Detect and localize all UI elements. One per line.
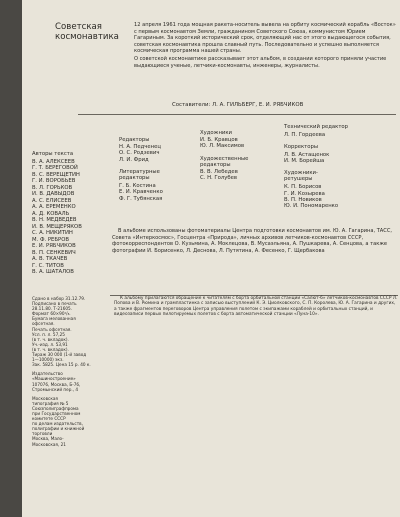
imprint-line: Московская, 21 xyxy=(32,441,66,447)
imprint-line: Формат 60×90¹/₈. xyxy=(32,311,71,317)
imprint-line: Стромынский пер., 4 xyxy=(32,386,79,392)
art-editor-name: С. Н. Голубев xyxy=(200,175,238,182)
retoucher-name: В. П. Новиков xyxy=(284,196,322,203)
intro-paragraph: 12 апреля 1961 года мощная ракета-носитель вывела на орбиту космический корабль «Восток» с первым космонавтом Земли, гражданином Советского Союза, коммунистом Юрием Гагариным. За короткий исторический срок, отделяющий нас от этого выдающегося события, советская космонавтика прошла славный путь. Последовательно и успешно выполняется космическая программа нашей страны. xyxy=(134,22,396,55)
imprint-line: офсетная. xyxy=(32,321,55,327)
imprint-line: «Машиностроение» xyxy=(32,376,76,382)
imprint-line: Бумага мелованная xyxy=(32,316,76,322)
author-name: Е. И. РЯБЧИКОВ xyxy=(32,243,76,249)
imprint xyxy=(32,296,98,451)
technical-column xyxy=(284,124,356,209)
print-details xyxy=(32,296,98,367)
title-line: космонавтика xyxy=(55,32,119,42)
imprint-line: 1—10000) экз. xyxy=(32,357,64,363)
author-name: Г. И. ВОРОБЬЕВ xyxy=(32,178,76,184)
author-name: Г. Т. БЕРЕГОВОЙ xyxy=(32,165,78,171)
lit-editor-name: Ф. Г. Тубянская xyxy=(119,195,163,202)
art-editors-heading: Художественные редакторы xyxy=(200,155,249,168)
imprint-line: по делам издательств, xyxy=(32,421,83,427)
imprint-line: Уч.-изд. л. 53,91 xyxy=(32,341,68,347)
album-title xyxy=(55,22,119,42)
artist-name: Ю. Л. Максимов xyxy=(200,143,245,150)
supplement-note-text: К альбому прилагаются обращение к читателям с борта орбитальной станции «Салют-6» летчиков-космонавтов СССР Л. Попова и В. Рюмина и грампластинка с записью выступлений К. Э. Циолковского, С. П. Королева, Ю. А. Гагарина и других, а также фрагментов переговоров Центра управления полетом с экипажами кораблей и орбитальных станций, и видеозаписи первых пилотируемых полетов с борта автоматической станции «Луна-10». xyxy=(114,296,398,318)
imprint-line: Зак. 5825. Цена 15 р. 40 к. xyxy=(32,362,91,368)
author-name: В. С. ВЕРЕЩЕТИН xyxy=(32,171,80,178)
imprint-line: Союзполиграфпрома xyxy=(32,405,79,411)
author-name: В. А. АЛЕКСЕЕВ xyxy=(32,158,75,165)
editors-heading: Редакторы xyxy=(119,137,150,143)
artists-column xyxy=(200,130,278,181)
retoucher-name: Ю. И. Пономаренко xyxy=(284,203,339,210)
author-name: С. А. НИКИТИН xyxy=(32,230,73,236)
editor-name: Н. А. Педченец xyxy=(119,144,161,151)
imprint-line: типография № 5 xyxy=(32,400,69,406)
supplement-note xyxy=(114,296,398,318)
imprint-line: (в т. ч. вкладок). xyxy=(32,346,69,352)
author-name: В. А. ШАТАЛОВ xyxy=(32,269,74,275)
imprint-line: комитете СССР xyxy=(32,416,66,422)
author-name: Г. С. ТИТОВ xyxy=(32,262,64,269)
corrector-name: Л. В. Астащенок xyxy=(284,151,330,158)
author-name: И. В. ДАВЫДОВ xyxy=(32,191,75,197)
imprint-line: Тираж 30 000 (1-й завод xyxy=(32,352,87,358)
imprint-line: торговли xyxy=(32,431,53,437)
author-name: А. А. ЕРЕМЕНКО xyxy=(32,204,76,210)
printer-details xyxy=(32,396,98,447)
intro-text xyxy=(134,22,396,70)
imprint-line: Московская xyxy=(32,395,58,401)
art-editor-name: В. В. Лебедев xyxy=(200,169,238,176)
tech-editor-heading: Технический редактор xyxy=(284,124,349,130)
imprint-line: Подписано в печать xyxy=(32,301,77,307)
editors-column xyxy=(119,137,179,202)
photo-credits xyxy=(112,228,394,254)
publisher-details xyxy=(32,371,98,391)
lit-editors-heading: Литературные редакторы xyxy=(119,168,160,182)
authors-heading: Авторы текста xyxy=(32,151,74,157)
author-name: В. Н. МЕДВЕДЕВ xyxy=(32,217,77,223)
retoucher-name: К. П. Борисов xyxy=(284,184,322,191)
compilers-line: Составители: Л. А. ГИЛЬБЕРГ, Е. И. РЯБЧИКОВ xyxy=(172,102,304,108)
title-line: Советская xyxy=(55,22,102,32)
author-name: В. Л. ГОРЬКОВ xyxy=(32,184,73,191)
retoucher-name: Г. И. Козырева xyxy=(284,190,325,197)
imprint-line: 28.11.80. Т-21605. xyxy=(32,306,73,312)
correctors-heading: Корректоры xyxy=(284,144,319,151)
page xyxy=(22,0,400,517)
artist-name: И. Б. Кравцов xyxy=(200,137,238,144)
artists-heading: Художники xyxy=(200,130,232,136)
imprint-line: (в т. ч. вкладок). xyxy=(32,336,69,342)
imprint-line: 107076, Москва, Б-76, xyxy=(32,381,81,387)
imprint-line: Издательство xyxy=(32,371,63,377)
imprint-line: Сдано в набор 31.12.79. xyxy=(32,296,86,301)
lit-editor-name: Е. И. Кравченко xyxy=(119,189,163,196)
imprint-line: полиграфии и книжной xyxy=(32,426,85,432)
author-name: В. П. СЕНКЕВИЧ xyxy=(32,249,76,256)
tech-editor-name: Л. П. Гордеева xyxy=(284,132,326,139)
retouch-heading: Художники-ретушеры xyxy=(284,170,318,183)
author-name: А. В. ТКАЧЕВ xyxy=(32,256,68,262)
imprint-line: Печать офсетная. xyxy=(32,326,72,332)
divider xyxy=(78,114,396,115)
authors-column xyxy=(32,151,82,276)
intro-paragraph: О советской космонавтике рассказывает этот альбом, в создании которого приняли участие выдающиеся ученые, летчики-космонавты, инженеры, журналисты. xyxy=(134,55,387,69)
lit-editor-name: Г. Б. Костина xyxy=(119,183,156,190)
corrector-name: И. М. Борейша xyxy=(284,157,325,164)
author-name: А. Д. КОВАЛЬ xyxy=(32,210,70,217)
imprint-line: при Государственном xyxy=(32,410,81,416)
editor-name: О. С. Родзевич xyxy=(119,150,160,157)
photo-credits-text: В альбоме использованы фотоматериалы Центра подготовки космонавтов им. Ю. А. Гагарина, ТАСС, Совета «Интеркосмос», Госцентра «Природа», личных архивов летчиков-космонавтов СССР, фотокорреспондентов О. Кузьмина, А. Моклецова, В. Мусаэльяна, А. Пушкарева, А. Сенцова, а также фотографии И. Борисенко, Л. Деснова, Л. Путятина, А. Фесенко, Г. Щербакова xyxy=(112,228,393,254)
author-name: М. Ф. РЕБРОВ xyxy=(32,236,70,243)
author-name: И. В. МЕЩЕРЯКОВ xyxy=(32,223,82,230)
imprint-line: Усл. п. л. 57,25 xyxy=(32,331,65,337)
editor-name: Л. И. Фрид xyxy=(119,156,149,163)
imprint-line: Москва, Мало- xyxy=(32,436,64,442)
author-name: А. С. ЕЛИСЕЕВ xyxy=(32,197,72,204)
